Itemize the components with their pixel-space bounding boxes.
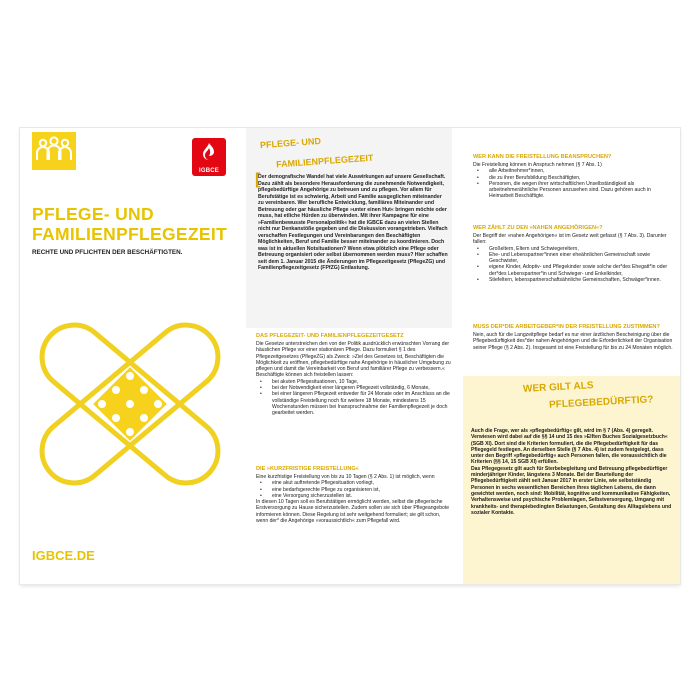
cover-title-line1: PFLEGE- UND: [32, 204, 154, 224]
relatives-section: [473, 225, 673, 283]
care-need-heading-line2: PFLEGEBEDÜRFTIG?: [548, 394, 654, 411]
eligibility-body: Die Freistellung können in Anspruch nehmen (§ 7 Abs. 1): [473, 162, 602, 168]
middle-title-line1: PFLEGE- UND: [259, 135, 322, 151]
law-section: [256, 333, 451, 417]
cover-title: [32, 204, 237, 244]
relatives-bullet: • Ehe- und Lebenspartner*innen einer eheähnlichen Gemeinschaft sowie Geschwister,: [473, 252, 673, 265]
care-need-section: [471, 428, 675, 516]
care-need-body2: Das Pflegegesetz gilt auch für Sterbebegleitung und Betreuung pflegebedürftiger minderjähriger Kinder, längstens 3 Monate. Bei der Beurteilung der Pflegebedürftigkeit zählt seit Januar 2017 in erster Linie, wie selbstständig Personen in sechs wesentlichen Bereichen ihres täglichen Lebens, die dann gewichtet werden, noch sind: Mobilität, kognitive und kommunikative Fähigkeiten, Verhaltensweise und psychische Problemlagen, Selbstversorgung, Umgang mit krankheits- und therapiebedingten Belastungen, Gestaltung des Alltagslebens und sozialer Kontakte.: [471, 465, 672, 516]
employer-consent-heading: MUSS DER*DIE ARBEITGEBER*IN DER FREISTELLUNG ZUSTIMMEN?: [473, 324, 660, 330]
care-need-body: Auch die Frage, wer als »pflegebedürftig« gilt, wird im § 7 (Abs. 4) geregelt. Verwiesen wird dabei auf die §§ 14 und 15 des »Elften Buches Sozialgesetzbuch« (SGB XI). Dort sind die Kriterien formuliert, die die Pflegebedürftigkeit für das Pflegegeld festlegen. An derselben Stelle (§ 7 Abs. 4) ist zudem festgelegt, dass unter den Begriff »pflegebedürftig« auch Personen fallen, die voraussichtlich die Kriterien (§§ 14, 15 SGB XI) erfüllen.: [471, 428, 668, 466]
short-leave-bullet: • eine bedarfsgerechte Pflege zu organisieren ist,: [256, 487, 451, 493]
cover-panel: [20, 128, 240, 584]
right-column: [455, 128, 680, 584]
middle-column: [246, 128, 452, 584]
logo-text: IGBCE: [198, 168, 219, 174]
care-need-heading-line1: WER GILT ALS: [522, 380, 594, 395]
middle-title-line2: FAMILIENPFLEGEZEIT: [275, 152, 374, 170]
flyer-sheet: [20, 128, 680, 584]
cover-subtitle: RECHTE UND PFLICHTEN DER BESCHÄFTIGTEN.: [32, 249, 183, 256]
law-bullet: • bei akuten Pflegesituationen, 10 Tage,: [256, 379, 451, 385]
employer-consent-body: Nein, auch für die Langzeitpflege bedarf es nur einer ärztlichen Bescheinigung über die Pflegebedürftigkeit des*der nahen Angehörigen und die Erforderlichkeit der Organisation seiner Pflege (§ 2 Abs. 2). Insgesamt ist eine Freistellung für bis zu 24 Monaten möglich.: [473, 332, 673, 351]
relatives-bullet: • eigene Kinder, Adoptiv- und Pflegekinder sowie solche der*des Ehegatt*in oder der*des Lebenspartner*in und Schwieger- und Enkelkinder,: [473, 264, 673, 277]
short-leave-bullet: • eine Versorgung sicherzustellen ist.: [256, 493, 451, 499]
igbce-logo-icon: [192, 138, 226, 176]
relatives-heading: WER ZÄHLT ZU DEN »NAHEN ANGEHÖRIGEN«?: [473, 225, 603, 231]
quote-bracket-icon: [: [255, 171, 261, 188]
law-body: Die Gesetze unterstreichen den von der Politik ausdrücklich erwünschten Vorrang der häuslichen Pflege vor einer stationären Pflege. Dazu formuliert § 1 des Pflegezeitgesetzes (PflegeZG) als Zweck: »Ziel des Gesetzes ist, Beschäftigten die Möglichkeit zu eröffnen, pflegebedürftige nahe Angehörige in häuslicher Umgebung zu pflegen und damit die Vereinbarkeit von Beruf und familiärer Pflege zu verbessern.« Beschäftigte können sich freistellen lassen:: [256, 341, 451, 379]
relatives-bullet: • Stiefeltern, lebenspartnerschaftsähnliche Gemeinschaften, Schwäger*innen.: [473, 277, 673, 283]
law-bullet: • bei der Notwendigkeit einer längeren Pflegezeit vollständig, 6 Monate,: [256, 385, 451, 391]
intro-text: Der demografische Wandel hat viele Auswirkungen auf unsere Gesellschaft. Dazu zählt als besondere Herausforderung die zunehmende Notwendigkeit, pflegebedürftige Angehörige zu betreuen und zu pflegen. Vor allem für Berufstätige ist es schwierig, Arbeit und Familie ausgeglichen miteinander zu vereinbaren. Wer berufliche Entwicklung, familiäres Miteinander und Betreuung oder gar häusliche Pflege »unter einen Hut« bringen möchte oder muss, hat etliche Hürden zu überwinden. Mit ihrer Kampagne für eine »Familienbewusste Personalpolitik« hat die IGBCE dazu an vielen Stellen nicht nur Denkanstöße gegeben und die Diskussion vorangetrieben. Vielfach verschaffen Festlegungen und Vereinbarungen den Beschäftigten Möglichkeiten, Beruf und Familie besser miteinander zu koordinieren. Doch was ist in aktuellen Notsituationen? Wenn etwa plötzlich eine Pflege oder Betreuung organisiert oder selbst übernommen werden muss? Hier schaffen seit dem 1. Januar 2015 die Änderungen im Pflegezeitgesetz (PflegeZG) und Familienpflegezeitgesetz (FPfZG) Entlastung.: [258, 174, 448, 271]
eligibility-bullet: • alle Arbeitnehmer*innen,: [473, 168, 673, 174]
family-icon: [32, 132, 76, 170]
crossed-plaster-icon: [20, 268, 240, 540]
short-leave-section: [256, 466, 451, 524]
eligibility-section: [473, 154, 673, 200]
cover-title-line2: FAMILIENPFLEGEZEIT: [32, 224, 227, 244]
relatives-body: Der Begriff der »nahen Angehörigen« ist im Gesetz weit gefasst (§ 7 Abs. 3). Darunter fallen:: [473, 233, 667, 246]
law-heading: DAS PFLEGEZEIT- UND FAMILIENPFLEGEZEITGESETZ: [256, 333, 404, 339]
care-need-heading: [515, 382, 665, 418]
short-leave-body2: In diesen 10 Tagen soll es Berufstätigen ermöglicht werden, selbst die pflegerische Erstversorgung zu Hause sicherzustellen. Zudem sollen sie sich über Pflegeangebote informieren können. Diese Regelung ist sehr weitgehend formuliert; sie gilt schon, wenn der* die Angehörige »voraussichtlich« zum Pflegefall wird.: [256, 499, 450, 525]
employer-consent-section: [473, 324, 675, 351]
law-bullet: • bei einer längeren Pflegezeit entweder für 24 Monate oder im Anschluss an die vollständige Freistellung noch für weitere 18 Monate, mindestens 15 Wochenstunden müssen bei Inanspruchnahme der Familienpflegezeit je doch gearbeitet werden.: [256, 391, 451, 416]
short-leave-heading: DIE »KURZFRISTIGE FREISTELLUNG«: [256, 466, 359, 472]
eligibility-heading: WER KANN DIE FREISTELLUNG BEANSPRUCHEN?: [473, 154, 612, 160]
relatives-bullet: • Großeltern, Eltern und Schwiegereltern,: [473, 246, 673, 252]
intro-block: [246, 128, 452, 328]
eligibility-bullet: • die zu ihrer Berufsbildung Beschäftigten,: [473, 175, 673, 181]
short-leave-bullet: • eine akut auftretende Pflegesituation vorliegt,: [256, 480, 451, 486]
eligibility-bullet: • Personen, die wegen ihrer wirtschaftlichen Unselbständigkeit als arbeitnehmerähnliche Personen anzusehen sind. Dazu gehören auch in Heimarbeit Beschäftigte.: [473, 181, 673, 200]
website-link[interactable]: IGBCE.DE: [32, 548, 95, 563]
short-leave-body: Eine kurzfristige Freistellung von bis zu 10 Tagen (§ 2 Abs. 1) ist möglich, wenn: [256, 474, 435, 480]
